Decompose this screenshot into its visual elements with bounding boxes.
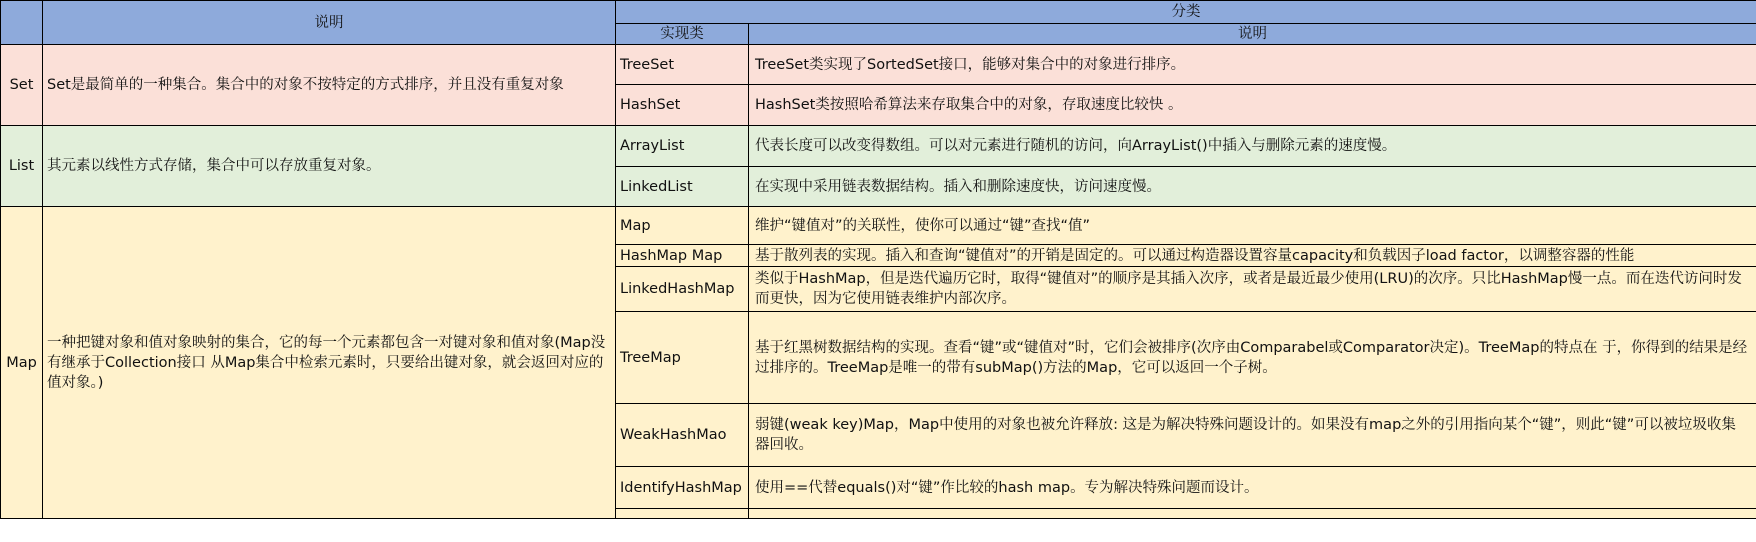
header-impl-class: 实现类	[616, 24, 749, 45]
header-description: 说明	[43, 1, 616, 45]
category-description-set: Set是最简单的一种集合。集合中的对象不按特定的方式排序，并且没有重复对象	[43, 45, 616, 126]
impl-desc-filler	[749, 509, 1756, 519]
impl-weakhashmao: WeakHashMao	[616, 404, 749, 467]
impl-desc-identifyhashmap: 使用==代替equals()对“键”作比较的hash map。专为解决特殊问题而设计。	[749, 467, 1756, 509]
category-map: Map	[1, 207, 43, 519]
category-description-list: 其元素以线性方式存储，集合中可以存放重复对象。	[43, 126, 616, 207]
impl-desc-hashmap: 基于散列表的实现。插入和查询“键值对”的开销是固定的。可以通过构造器设置容量capacity和负载因子load factor，以调整容器的性能	[749, 245, 1756, 267]
category-set: Set	[1, 45, 43, 126]
impl-desc-treeset: TreeSet类实现了SortedSet接口，能够对集合中的对象进行排序。	[749, 45, 1756, 85]
impl-identifyhashmap: IdentifyHashMap	[616, 467, 749, 509]
header-blank-cell	[1, 1, 43, 45]
impl-map: Map	[616, 207, 749, 245]
impl-linkedhashmap: LinkedHashMap	[616, 267, 749, 312]
impl-linkedlist: LinkedList	[616, 167, 749, 207]
table-row	[1, 207, 1756, 245]
impl-treeset: TreeSet	[616, 45, 749, 85]
impl-filler	[616, 509, 749, 519]
impl-desc-arraylist: 代表长度可以改变得数组。可以对元素进行随机的访问，向ArrayList()中插入与删除元素的速度慢。	[749, 126, 1756, 167]
impl-treemap: TreeMap	[616, 312, 749, 404]
header-impl-description: 说明	[749, 24, 1756, 45]
table-row	[1, 45, 1756, 85]
impl-desc-hashset: HashSet类按照哈希算法来存取集合中的对象，存取速度比较快 。	[749, 85, 1756, 126]
impl-hashmap: HashMap Map	[616, 245, 749, 267]
impl-desc-treemap: 基于红黑树数据结构的实现。查看“键”或“键值对”时，它们会被排序(次序由Comparabel或Comparator决定)。TreeMap的特点在 于，你得到的结果是经过排序的。TreeMap是唯一的带有subMap()方法的Map，它可以返回一个子树。	[749, 312, 1756, 404]
category-description-map: 一种把键对象和值对象映射的集合，它的每一个元素都包含一对键对象和值对象(Map没有继承于Collection接口 从Map集合中检索元素时，只要给出键对象，就会返回对应的值对象。)	[43, 207, 616, 519]
impl-desc-linkedhashmap: 类似于HashMap，但是迭代遍历它时，取得“键值对”的顺序是其插入次序，或者是最近最少使用(LRU)的次序。只比HashMap慢一点。而在迭代访问时发而更快，因为它使用链表维护内部次序。	[749, 267, 1756, 312]
impl-desc-map: 维护“键值对”的关联性，使你可以通过“键”查找“值”	[749, 207, 1756, 245]
table-row	[1, 126, 1756, 167]
impl-hashset: HashSet	[616, 85, 749, 126]
impl-desc-weakhashmao: 弱键(weak key)Map，Map中使用的对象也被允许释放: 这是为解决特殊问题设计的。如果没有map之外的引用指向某个“键”，则此“键”可以被垃圾收集器回收。	[749, 404, 1756, 467]
impl-desc-linkedlist: 在实现中采用链表数据结构。插入和删除速度快，访问速度慢。	[749, 167, 1756, 207]
impl-arraylist: ArrayList	[616, 126, 749, 167]
category-list: List	[1, 126, 43, 207]
header-category: 分类	[616, 1, 1756, 24]
